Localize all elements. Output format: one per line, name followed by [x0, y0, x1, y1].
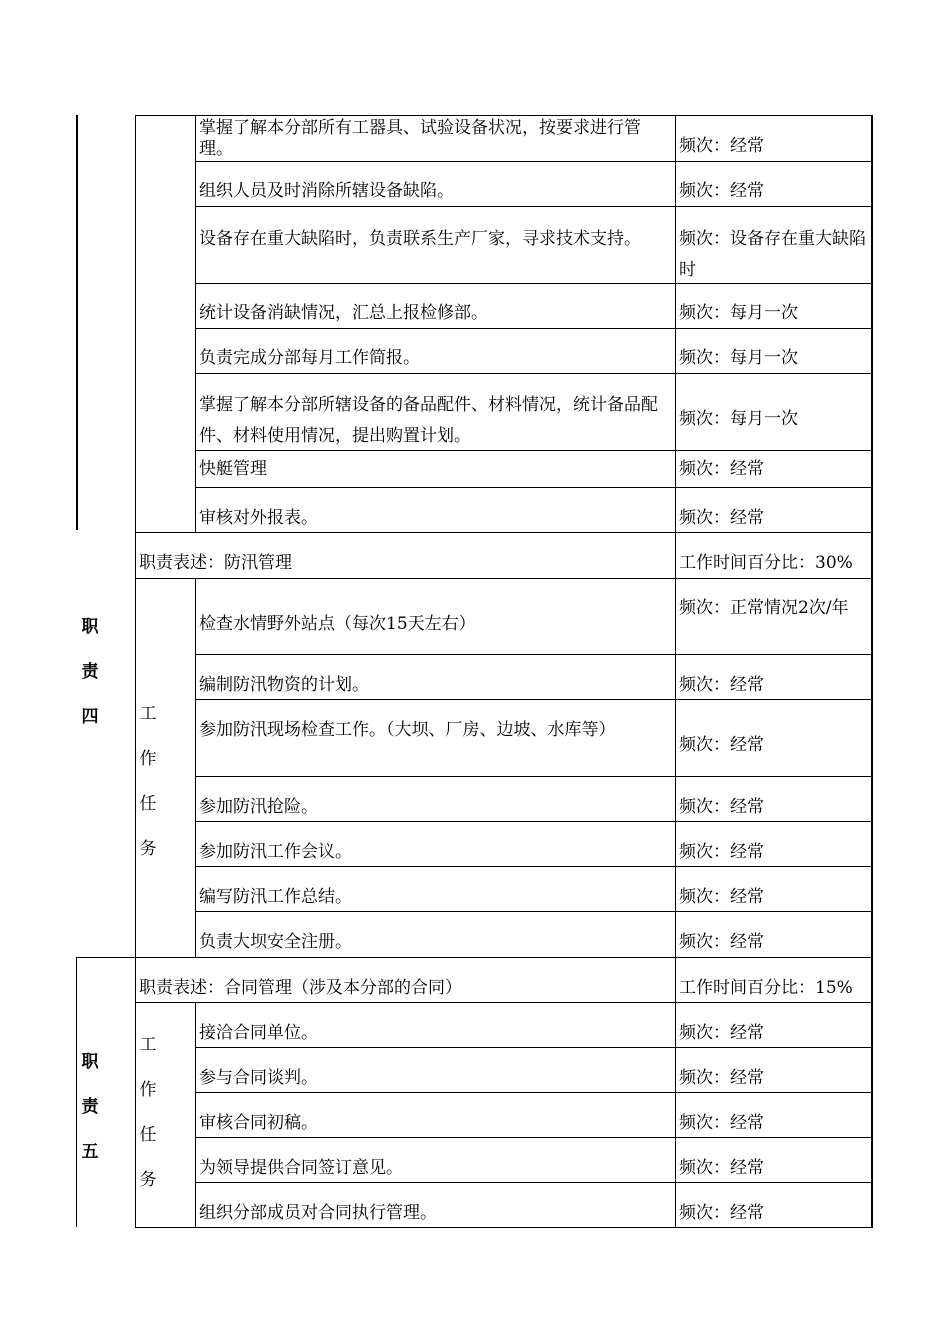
task-text: 为领导提供合同签订意见。 [199, 1157, 403, 1178]
col-task-divider-a [195, 115, 196, 532]
task-frequency: 频次：经常 [679, 458, 764, 479]
duty4-description: 职责表述：防汛管理 [139, 552, 292, 573]
task-frequency: 频次：经常 [679, 886, 764, 907]
task-frequency: 频次：经常 [679, 136, 764, 156]
task-text: 快艇管理 [199, 458, 267, 479]
left-border-top [76, 115, 78, 530]
task-frequency: 频次：经常 [679, 674, 764, 695]
task-frequency: 频次：经常 [679, 931, 764, 952]
task-frequency: 频次：经常 [679, 841, 764, 862]
task-text: 接洽合同单位。 [199, 1022, 318, 1043]
duty4-task-label: 工 作 任 务 [139, 704, 157, 859]
task-frequency: 频次：每月一次 [679, 347, 798, 368]
task-text: 组织人员及时消除所辖设备缺陷。 [199, 180, 454, 201]
task-text: 掌握了解本分部所有工器具、试验设备状况，按要求进行管理。 [199, 118, 641, 159]
task-text: 参加防汛现场检查工作。（大坝、厂房、边坡、水库等） [199, 720, 616, 740]
duty4-time-percent: 工作时间百分比：30% [679, 552, 853, 573]
task-text: 组织分部成员对合同执行管理。 [199, 1202, 437, 1223]
task-text: 设备存在重大缺陷时，负责联系生产厂家，寻求技术支持。 [199, 229, 641, 249]
task-frequency: 频次：经常 [679, 796, 764, 817]
task-text: 统计设备消缺情况，汇总上报检修部。 [199, 302, 488, 323]
task-frequency: 频次：经常 [679, 1202, 764, 1223]
col-task-divider-c [195, 1002, 196, 1227]
duty5-description: 职责表述：合同管理（涉及本分部的合同） [139, 977, 462, 998]
duty5-label: 职 责 五 [81, 1052, 99, 1162]
task-frequency: 频次：每月一次 [679, 302, 798, 323]
task-frequency: 频次：经常 [679, 1112, 764, 1133]
task-text: 负责大坝安全注册。 [199, 931, 352, 952]
task-text: 负责完成分部每月工作简报。 [199, 347, 420, 368]
duty5-time-percent: 工作时间百分比：15% [679, 977, 853, 998]
task-text: 参加防汛抢险。 [199, 796, 318, 817]
task-frequency: 频次：经常 [679, 1157, 764, 1178]
task-text: 编制防汛物资的计划。 [199, 674, 369, 695]
task-text: 掌握了解本分部所辖设备的备品配件、材料情况，统计备品配件、材料使用情况，提出购置计划。 [199, 395, 658, 446]
task-frequency: 频次：经常 [679, 1022, 764, 1043]
task-text: 参与合同谈判。 [199, 1067, 318, 1088]
task-text: 检查水情野外站点（每次15天左右） [199, 613, 476, 634]
task-frequency: 频次：每月一次 [679, 408, 798, 429]
duty4-label: 职 责 四 [81, 617, 99, 727]
task-frequency: 频次：正常情况2次/年 [679, 598, 849, 618]
task-text: 审核合同初稿。 [199, 1112, 318, 1133]
task-text: 编写防汛工作总结。 [199, 886, 352, 907]
task-frequency: 频次：设备存在重大缺陷时 [679, 229, 866, 280]
duty5-task-label: 工 作 任 务 [139, 1035, 157, 1190]
task-frequency: 频次：经常 [679, 735, 764, 755]
task-text: 参加防汛工作会议。 [199, 841, 352, 862]
task-text: 审核对外报表。 [199, 507, 318, 528]
task-frequency: 频次：经常 [679, 507, 764, 528]
task-frequency: 频次：经常 [679, 180, 764, 201]
task-frequency: 频次：经常 [679, 1067, 764, 1088]
col-task-divider-b [195, 578, 196, 957]
col-freq-divider [675, 115, 676, 1227]
